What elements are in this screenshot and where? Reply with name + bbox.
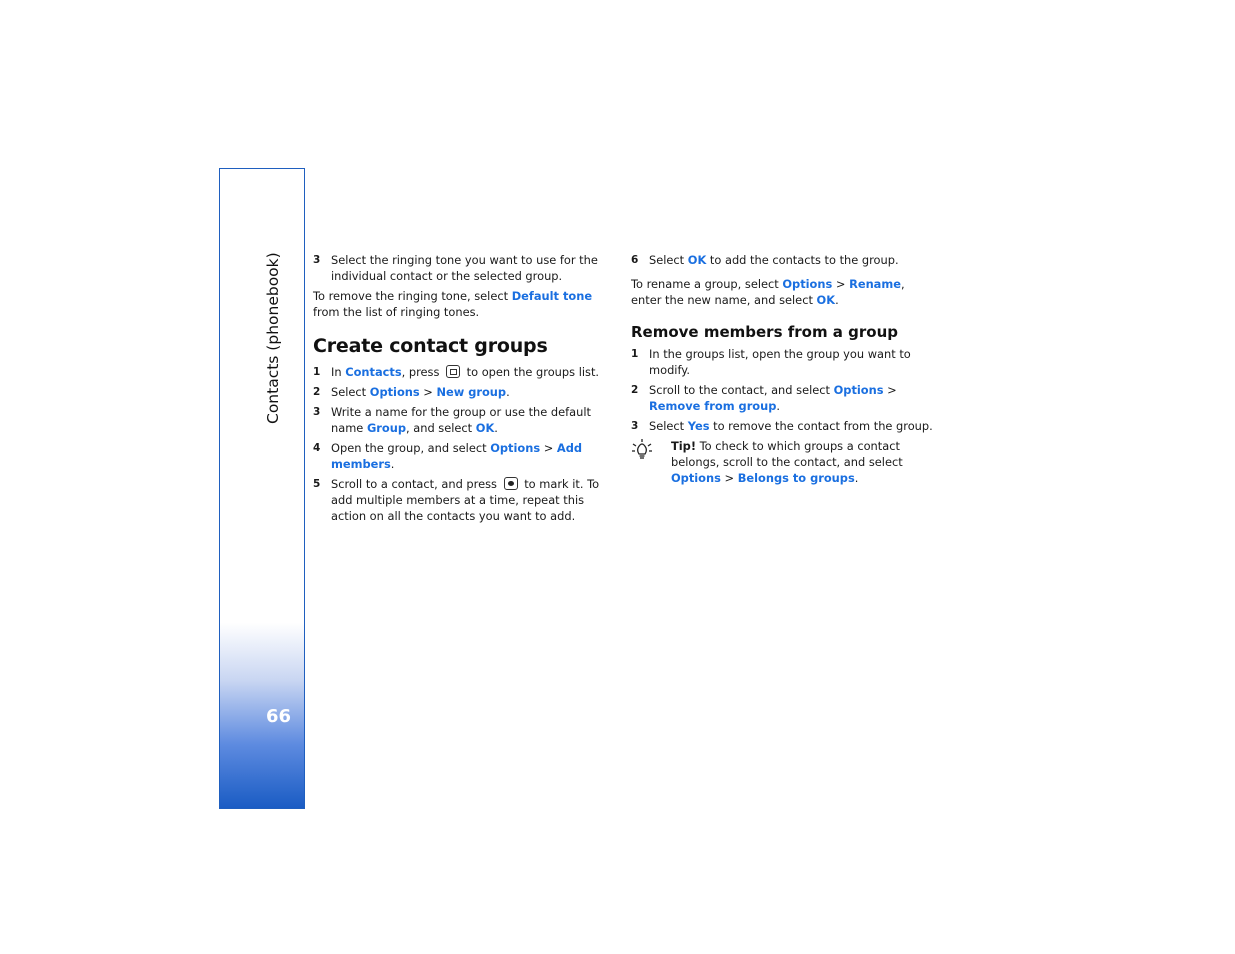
text: Select <box>649 253 688 267</box>
step-number: 4 <box>313 442 321 454</box>
options-link[interactable]: Options <box>490 441 541 455</box>
text: from the list of ringing tones. <box>313 305 480 319</box>
ok-link[interactable]: OK <box>816 293 836 307</box>
create-step-5 <box>313 476 613 524</box>
step-number: 1 <box>313 366 321 378</box>
step-text <box>331 404 613 436</box>
select-key-icon <box>504 477 518 490</box>
text: > <box>419 385 437 399</box>
yes-link[interactable]: Yes <box>687 419 710 433</box>
tip-label: Tip! <box>671 439 697 453</box>
text: Select <box>331 385 370 399</box>
right-key-icon <box>446 365 460 378</box>
create-step-2 <box>313 384 613 400</box>
step-text <box>649 252 936 268</box>
step-number: 3 <box>313 254 321 266</box>
step-text <box>331 364 613 380</box>
create-step-4 <box>313 440 613 472</box>
text: Select <box>649 419 688 433</box>
create-step-6 <box>631 252 936 268</box>
add-members-link[interactable]: Add members <box>331 441 583 471</box>
create-step-1 <box>313 364 613 380</box>
default-tone-link[interactable]: Default tone <box>511 289 593 303</box>
chapter-title: Contacts (phonebook) <box>264 252 282 424</box>
options-link[interactable]: Options <box>369 385 420 399</box>
text: . <box>494 421 498 435</box>
belongs-to-groups-link[interactable]: Belongs to groups <box>737 471 855 485</box>
options-link[interactable]: Options <box>671 471 721 485</box>
create-step-3 <box>313 404 613 436</box>
text: > <box>720 471 738 485</box>
remove-tone-paragraph <box>313 288 613 320</box>
group-link[interactable]: Group <box>366 421 406 435</box>
text: In <box>331 365 346 379</box>
text: to open the groups list. <box>463 365 600 379</box>
text: . <box>776 399 781 413</box>
contacts-link[interactable]: Contacts <box>345 365 402 379</box>
text: To remove the ringing tone, select <box>313 289 512 303</box>
page-number: 66 <box>266 706 292 727</box>
remove-step-1 <box>631 346 936 378</box>
rename-paragraph <box>631 276 936 308</box>
remove-from-group-link[interactable]: Remove from group <box>649 399 777 413</box>
step-number: 3 <box>631 420 639 432</box>
rename-link[interactable]: Rename <box>849 277 901 291</box>
text: . <box>506 385 510 399</box>
options-link[interactable]: Options <box>833 383 884 397</box>
text: to remove the contact from the group. <box>709 419 933 433</box>
text: to mark it. To add multiple members at a time, repeat this action on all the contacts you want to add. <box>331 477 600 523</box>
chapter-sidebar <box>219 168 305 809</box>
text: to add the contacts to the group. <box>706 253 899 267</box>
step-text <box>331 384 613 400</box>
tip-text <box>671 438 936 486</box>
text: , press <box>401 365 444 379</box>
lightbulb-icon <box>631 438 671 486</box>
text: Write a name for the group or use the default name <box>331 405 591 435</box>
text: > <box>832 277 850 291</box>
text: . <box>854 471 859 485</box>
remove-step-2 <box>631 382 936 414</box>
text: > <box>540 441 557 455</box>
step-number: 2 <box>313 386 321 398</box>
text: To check to which groups a contact belongs, scroll to the contact, and select <box>671 439 903 469</box>
step-number: 6 <box>631 254 639 266</box>
step-text <box>649 418 936 434</box>
text: . <box>390 457 395 471</box>
remove-step-3 <box>631 418 936 434</box>
ok-link[interactable]: OK <box>475 421 495 435</box>
text: , and select <box>406 421 476 435</box>
text: Scroll to the contact, and select <box>649 383 834 397</box>
step-number: 5 <box>313 478 321 490</box>
tip-box <box>631 438 936 486</box>
step-number: 2 <box>631 384 639 396</box>
remove-members-heading: Remove members from a group <box>631 323 899 341</box>
step-text: In the groups list, open the group you want to modify. <box>649 347 911 377</box>
text: Open the group, and select <box>331 441 491 455</box>
text: . <box>835 293 839 307</box>
step-text <box>331 476 613 524</box>
new-group-link[interactable]: New group <box>436 385 507 399</box>
left-column <box>313 252 613 528</box>
step-number: 3 <box>313 406 321 418</box>
options-link[interactable]: Options <box>782 277 833 291</box>
ringtone-step-3 <box>313 252 613 284</box>
text: > <box>883 383 897 397</box>
text: Scroll to a contact, and press <box>331 477 501 491</box>
create-groups-heading: Create contact groups <box>313 335 548 357</box>
right-column <box>631 252 936 486</box>
step-text <box>649 382 936 414</box>
step-text: Select the ringing tone you want to use for the individual contact or the selected group. <box>331 253 598 283</box>
step-number: 1 <box>631 348 639 360</box>
step-text <box>331 440 613 472</box>
ok-link[interactable]: OK <box>687 253 707 267</box>
text: To rename a group, select <box>631 277 783 291</box>
text: , enter the new name, and select <box>631 277 905 307</box>
